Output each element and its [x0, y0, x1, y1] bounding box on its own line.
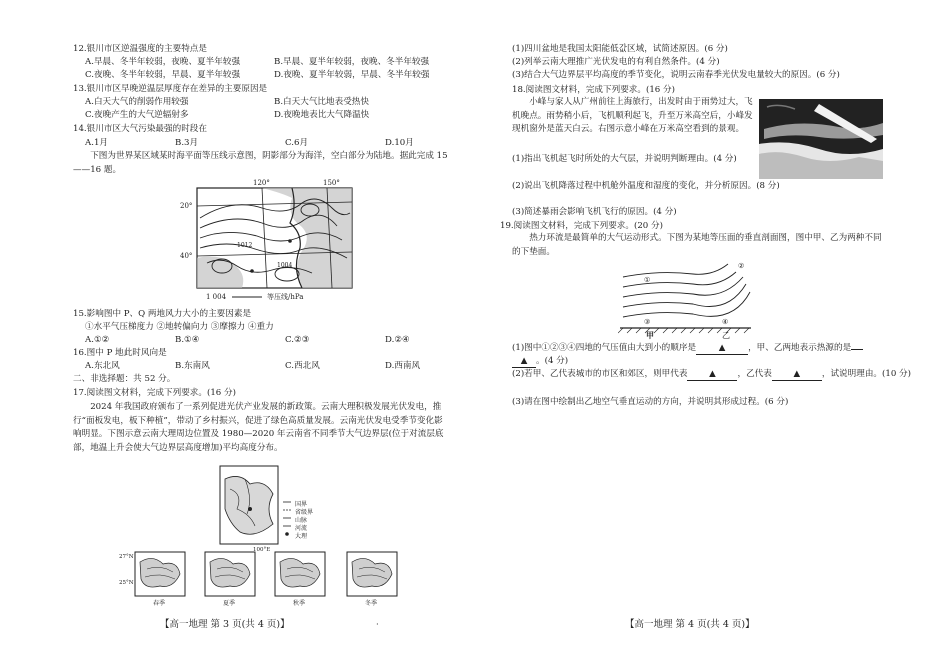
- season-autumn: 秋季: [293, 600, 306, 607]
- q16-option-a: A.东北风: [85, 361, 120, 371]
- map-lon-150: 150°: [323, 179, 340, 187]
- season-summer: 夏季: [223, 600, 236, 607]
- q17-part-2: (2)列举云南大理推广光伏发电的有利自然条件。(4 分): [512, 57, 720, 67]
- q15-option-b: B.①④: [175, 335, 200, 345]
- q19-part-2-blank-1[interactable]: ▲: [687, 369, 737, 381]
- q17-material: 2024 年我国政府颁布了一系列促进光伏产业发展的新政策。云南大理积极发展光伏发电，推行“面板发电，板下种植”，带动了乡村振兴，促进了绿色高质量发展。云南光伏发电受季节变化影响明显。下图示意云南大理周边位置及 1980—2020 年云南省不同季节大气边界层(位于对流层底部，地温上升会使大气边界层高度增加)平均高度分布。: [73, 402, 444, 453]
- q19-part-2-blank-2[interactable]: ▲: [772, 369, 822, 381]
- isobar-map: [180, 178, 360, 304]
- map-lat-20: 20°: [180, 202, 193, 210]
- q12-option-d: D.夜晚、夏半年较弱，早晨、冬半年较强: [274, 70, 430, 80]
- q19-part-1-blank-1[interactable]: ▲: [696, 343, 748, 355]
- q13-option-a: A.白天大气的削弱作用较强: [85, 97, 189, 107]
- q19-part-1-a: (1)图中①②③④四地的气压值由大到小的顺序是: [512, 343, 697, 353]
- season-winter: 冬季: [365, 600, 378, 607]
- season-spring: 春季: [153, 600, 166, 607]
- point-4: ④: [722, 318, 729, 326]
- map-lat-27n: 27°N: [119, 554, 134, 560]
- q15-option-d: D.②④: [385, 335, 410, 345]
- isobaric-surface-diagram: [618, 262, 753, 340]
- q13-stem: 13.银川市区早晚逆温层厚度存在差异的主要原因是: [73, 84, 268, 94]
- q12-option-c: C.夜晚、冬半年较弱，早晨、夏半年较强: [85, 70, 241, 80]
- q13-option-c: C.夜晚产生的大气逆辐射多: [85, 110, 189, 120]
- label-yi: 乙: [722, 331, 730, 340]
- q19-part-1: [512, 343, 863, 355]
- map-lat-40: 40°: [180, 252, 193, 260]
- q14-option-a: A.1月: [85, 138, 108, 148]
- legend-mountain: 山脉: [295, 517, 308, 524]
- q17-part-1: (1)四川盆地是我国太阳能低값区域，试简述原因。(6 分): [512, 44, 728, 54]
- q15-factors: ①水平气压梯度力 ②地转偏向力 ③摩擦力 ④重力: [85, 322, 274, 332]
- q19-part-1-b: ，甲、乙两地表示热源的是: [748, 343, 852, 353]
- q14-option-c: C.6月: [285, 138, 309, 148]
- q14-stem: 14.银川市区大气污染最强的时段在: [73, 124, 207, 134]
- q14-option-d: D.10月: [385, 138, 414, 148]
- q19-stem: 19.阅读图文材料，完成下列要求。(20 分): [500, 221, 663, 231]
- q12-option-b: B.早晨、夏半年较弱，夜晚、冬半年较强: [274, 57, 430, 67]
- point-2: ②: [738, 262, 745, 270]
- q15-option-c: C.②③: [285, 335, 310, 345]
- page-4: [475, 0, 950, 672]
- q17-stem: 17.阅读图文材料，完成下列要求。(16 分): [73, 388, 236, 398]
- q19-part-2-b: ，乙代表: [737, 369, 772, 379]
- legend-value: 1 004: [206, 293, 227, 301]
- footer-page-4: 【高一地理 第 4 页(共 4 页)】: [625, 619, 755, 630]
- map-lat-25n: 25°N: [119, 580, 134, 586]
- intro-15-16: 下图为世界某区域某时海平面等压线示意图，阴影部分为海洋，空白部分为陆地。据此完成 15——16 题。: [73, 151, 448, 175]
- q15-stem: 15.影响图中 P、Q 两地风力大小的主要因素是: [73, 309, 252, 319]
- legend-border: 国界: [295, 501, 308, 508]
- q19-part-2-c: ，试说明理由。(10 分): [821, 369, 911, 379]
- map-lon-120: 120°: [253, 179, 270, 187]
- point-3: ③: [644, 318, 651, 326]
- q19-part-1-blank-2-line[interactable]: [851, 349, 863, 350]
- q19-part-3: (3)请在图中绘制出乙地空气垂直运动的方向，并说明其形成过程。(6 分): [512, 397, 789, 407]
- q19-part-2-a: (2)若甲、乙代表城市的市区和郊区，则甲代表: [512, 369, 688, 379]
- q13-option-d: D.夜晚地表比大气降温快: [274, 110, 370, 120]
- legend-province-line: 省级界: [295, 509, 314, 516]
- q18-part-3: (3)简述暴雨会影响飞机飞行的原因。(4 分): [512, 207, 677, 217]
- q16-option-c: C.西北风: [285, 361, 320, 371]
- q19-part-2: [512, 369, 911, 381]
- q18-material: 小峰与家人从广州前往上海旅行，出发时由于雨势过大，飞机晚点。雨势稍小后，飞机顺利起飞，升至万米高空后，小峰发现机窗外是蓝天白云。右图示意小峰在万米高空看到的景观。: [512, 97, 753, 134]
- yunnan-figure: [119, 464, 425, 610]
- isobar-label-1012: 1012: [237, 242, 253, 249]
- map-lon-100e: 100°E: [253, 547, 271, 553]
- q19-material: 热力环流是最简单的大气运动形式。下图为某地等压面的垂直剖面图，图中甲、乙为两种不同的下垫面。: [512, 233, 882, 257]
- q12-stem: 12.银川市区逆温强度的主要特点是: [73, 44, 207, 54]
- legend-text: 等压线/hPa: [267, 293, 304, 301]
- airplane-window-photo: [759, 99, 883, 179]
- q19-part-1-blank-2[interactable]: ▲: [512, 356, 536, 368]
- q13-option-b: B.白天大气比地表受热快: [274, 97, 369, 107]
- q18-part-2: (2)说出飞机降落过程中机舱外温度和湿度的变化，并分析原因。(8 分): [512, 181, 780, 191]
- q15-option-a: A.①②: [85, 335, 110, 345]
- isobar-label-1004: 1004: [277, 262, 293, 269]
- center-dot: ·: [376, 620, 379, 630]
- q16-option-b: B.东南风: [175, 361, 210, 371]
- q18-part-1: (1)指出飞机起飞时所处的大气层，并说明判断理由。(4 分): [512, 154, 737, 164]
- point-1: ①: [644, 276, 651, 284]
- section-2-heading: 二、非选择题：共 52 分。: [73, 374, 176, 384]
- q12-option-a: A.早晨、冬半年较弱，夜晚、夏半年较强: [85, 57, 241, 67]
- label-jia: 甲: [646, 330, 654, 340]
- q16-option-d: D.西南风: [385, 361, 421, 371]
- legend-dali: 大理: [295, 533, 308, 540]
- q17-part-3: (3)结合大气边界层平均高度的季节变化，说明云南春季光伏发电量较大的原因。(6 分): [512, 70, 840, 80]
- footer-page-3: 【高一地理 第 3 页(共 4 页)】: [160, 619, 290, 630]
- q16-stem: 16.图中 P 地此时风向是: [73, 348, 167, 358]
- legend-river: 河流: [295, 525, 308, 532]
- q14-option-b: B.3月: [175, 138, 199, 148]
- q19-part-1-c: 。(4 分): [536, 356, 569, 366]
- q19-part-1-tail: [512, 356, 568, 368]
- q18-stem: 18.阅读图文材料，完成下列要求。(16 分): [512, 85, 675, 95]
